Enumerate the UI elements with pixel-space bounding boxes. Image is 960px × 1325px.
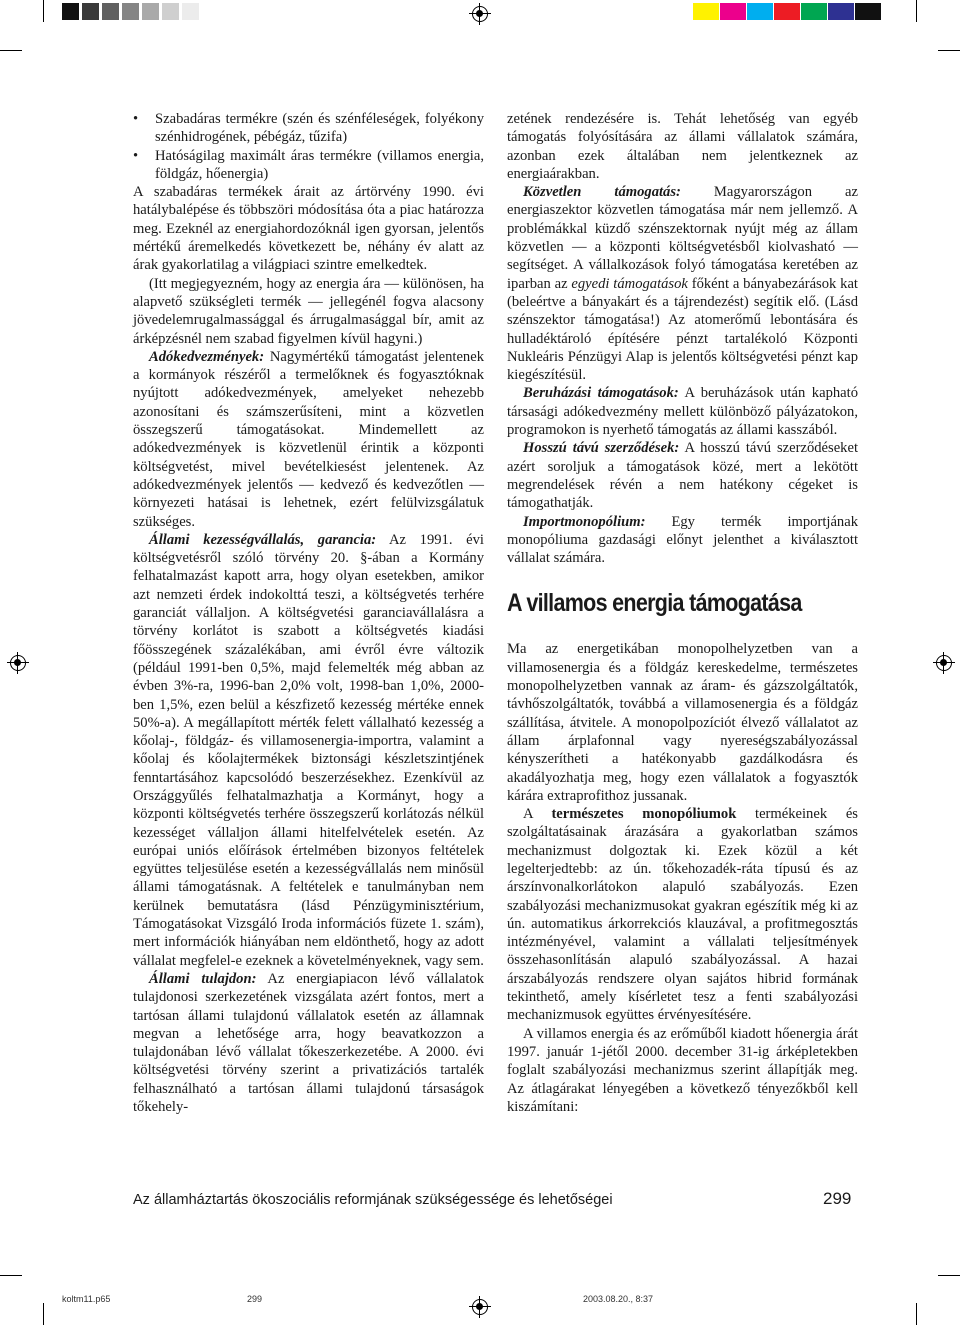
bullet-dot-icon: • [133, 111, 139, 127]
registration-crosshair-icon [469, 1296, 491, 1318]
run-in-heading: Állami kezességvállalás, garancia: [149, 531, 377, 548]
paragraph: A szabadáras termékek árait az ártörvény 1990. évi hatálybalépése és többszöri módosítása óta a piac határozza meg. Ezeknél az energiahordozóknál igen gyorsan, jelentős mértékű áremelkedés következett be, néhány év alatt az árak gyakorlatilag a világpiaci szintre emelkedtek. [133, 184, 484, 274]
registration-crosshair-icon [7, 652, 29, 674]
color-patch [828, 3, 854, 20]
registration-square [162, 3, 179, 20]
crop-mark [938, 50, 960, 51]
crop-mark [0, 50, 22, 51]
right-column [507, 110, 858, 1116]
color-patch [774, 3, 800, 20]
paragraph: A villamos energia és az erőműből kiadott hőenergia árát 1997. január 1-jétől 2000. december 31-ig árképletekben foglalt szabályozási mechanizmus szerint állapítják meg. Az átlagárakat lényegében a következő tényezőkből kell kiszámítani: [507, 1025, 858, 1115]
paragraph: Beruházási támogatások: A beruházások után kapható társasági adókedvezmény mellett különböző pályázatokon, programokon is nyerhető támogatás az állami kasszából. [507, 385, 858, 439]
bullet-item: • Szabadáras termékre (szén és szénféleségek, folyékony szénhidrogének, pébégáz, tűzifa) [133, 111, 484, 146]
bold-term: természetes monopóliumok [551, 806, 737, 823]
crop-mark [916, 1303, 917, 1325]
paragraph: A természetes monopóliumok termékeinek és szolgáltatásainak árazására a gyakorlatban számos mechanizmust dolgoztak ki. Ezek közül a két legelterjedtebb: az ún. tőkehozadék-ráta típusú és az árszínvonalkorlátokon alapuló szabályozás. Ezen szabályozási mechanizmusokat gyakran egészítik még ki az ún. automatikus árkorrekciós klauzával, a profitmegosztás intézményével, valamint a vállalati teljesítmények összehasonlításán alapuló szabályozással. A hazai árszabályozás rendszere olyan sajátos hibrid formának tekinthető, amely kísérletet tesz a fenti szabályozási mechanizmusok együttes érvényesítésére. [507, 806, 858, 1024]
paragraph: Állami kezességvállalás, garancia: Az 1991. évi költségvetésről szóló törvény 20. §-ában a Kormány felhatalmazást kapott arra, hogy olyan esetekben, amikor azt nemzeti érdek indokolttá teszi, a költségvetés terhére garanciát vállaljon. A költségvetési garanciavállalásra a törvény korlátot is szabott a költségvetés kiadási főösszegének százalékában, ami évről évre változik (például 1991-ben 0,5%, majd felemelték még abban az évben 3%-ra, 1996-ban 2,0% volt, 1998-ban 1,0%, 2000-ben 1,5%, ezen belül a készfizető kezesség mértéke ennek 50%-a). A megállapított mérték felett vállalható kezesség a kőolaj-, földgáz- és villamosenergia-importra, valamint a kőolaj és kőolajtermékek biztonsági készletszintjének fenntartásához kapcsolódó beszerzésekhez. Ezenkívül az Országgyűlés felhatalmazhatja a Kormányt, hogy a központi költségvetés terhére összegszerű korlátozás nélkül kezességet vállaljon állami hitelfelvételek esetén. Az európai uniós előírások értelmében bizonyos feltételek együttes teljesülése esetén a kezességvállalás nem minősül állami támogatásnak. A feltételek e tanulmányban nem kerülnek bemutatásra (lásd Pénzügyminisztérium, Támogatásokat Vizsgáló Iroda információs füzete 1. szám), mert információk hiányában nem eldönthető, hogy az adott vállalat megfelel-e ezeknek a követelményeknek, vagy sem. [133, 531, 484, 969]
color-patch [693, 3, 719, 20]
color-patch [720, 3, 746, 20]
paragraph: Adókedvezmények: Nagymértékű támogatást jelentenek a kormányok részéről a termelőknek és fogyasztóknak nyújtott adókedvezmények, amelyeket nehezebb azonosítani és számszerűsíteni, mint a közvetlen összegszerű támogatásokat. Mindemellett az adókedvezmények is közvetlenül érintik a központi költségvetést, mivel bevételkiesést jelentenek. Az adókedvezmények jelentős — kedvező és kedvezőtlen — környezeti hatásai is lehetnek, ezért felülvizsgálatuk szükséges. [133, 348, 484, 530]
crop-mark [0, 1275, 22, 1276]
registration-square [142, 3, 159, 20]
registration-square [62, 3, 79, 20]
crop-mark [916, 0, 917, 22]
registration-squares [62, 3, 202, 20]
paragraph: zetének rendezésére is. Tehát lehetőség van egyéb támogatás folyósítására az állami vállalatok számára, azonban ezek általában nem jelentkeznek az energiaárakban. [507, 111, 858, 182]
registration-square [182, 3, 199, 20]
paragraph: Állami tulajdon: Az energiapiacon lévő vállalatok tulajdonosi szerkezetének vizsgálata azért fontos, mert a tartósan állami tulajdonú vállalatok esetén az államnak megvan a lehetősége arra, hogy beavatkozzon a tulajdonában lévő vállalat tőkeszerkezetébe. A 2000. évi költségvetési törvény szerint a privatizációs tartalék felhasználható a tartósan állami tulajdonú társaságok tőkehely- [133, 970, 484, 1116]
crop-mark [43, 1303, 44, 1325]
color-patch [747, 3, 773, 20]
crop-mark [43, 0, 44, 22]
paragraph: Importmonopólium: Egy termék importjának monopóliuma gazdasági előnyt jelenthet a kiválasztott vállalat számára. [507, 513, 858, 567]
bullet-dot-icon: • [133, 147, 139, 164]
running-footer-title: Az államháztartás ökoszociális reformjának szükségessége és lehetőségei [133, 1192, 613, 1208]
slug-page: 299 [247, 1294, 263, 1304]
run-in-heading: Állami tulajdon: [149, 970, 257, 987]
paragraph: (Itt megjegyezném, hogy az energia ára — különösen, ha alapvető szükségleti termék — jellegénél fogva alacsony jövedelemrugalmassággal és árrugalmasággal bír, amit az árképzésnél nem szabad figyelmen kívül hagyni.) [133, 275, 484, 347]
run-in-heading: Adókedvezmények: [149, 348, 265, 365]
paragraph: Hosszú távú szerződések: A hosszú távú szerződéseket azért soroljuk a támogatások közé, mert a lekötött megrendelések révén a nem hatékony cégeket is támogathatják. [507, 440, 858, 512]
run-in-heading: Beruházási támogatások: [523, 385, 679, 402]
color-patch [855, 3, 881, 20]
run-in-heading: Importmonopólium: [523, 513, 646, 530]
slug-filename: koltm11.p65 [62, 1294, 111, 1304]
registration-square [122, 3, 139, 20]
left-column [133, 110, 484, 1116]
color-bar [693, 3, 882, 20]
slug-datetime: 2003.08.20., 8:37 [583, 1294, 654, 1304]
section-heading: A villamos energia támogatása [507, 589, 802, 618]
run-in-heading: Hosszú távú szerződések: [523, 440, 680, 457]
crop-mark [938, 1275, 960, 1276]
color-patch [801, 3, 827, 20]
page-number: 299 [823, 1189, 852, 1208]
paragraph: Közvetlen támogatás: Magyarországon az energiaszektor közvetlen támogatása már nem jellemző. A problémákkal küzdő szénszektornak nyújt még az állam közvetlen — a központi költségvetésből kiolvasható — segítséget. A vállalkozások folyó támogatása keretében az iparban az egyedi támogatások főként a bányabezárások kat (beleértve a bányakárt és a tájrendezést) segítik elő. (Lásd szénszektor támogatása!) Az atomerőmű lebontására és hulladéktároló építésére pénzt tartalékoló Központi Nukleáris Pénzügyi Alap is jelentős költségvetési pénzt kap kiegészítésül. [507, 184, 858, 384]
run-in-heading: Közvetlen támogatás: [523, 184, 681, 201]
registration-crosshair-icon [469, 3, 491, 25]
bullet-item: • Hatóságilag maximált áras termékre (villamos energia, földgáz, hőenergia) [133, 147, 484, 182]
registration-square [82, 3, 99, 20]
paragraph: Ma az energetikában monopolhelyzetben van a villamosenergia és a földgáz kereskedelme, természetes monopolhelyzetben vannak az áram- és gázszolgáltatók, távhőszolgáltatók, továbbá a villamosenergia és a földgáz szállítása, átvitele. A monopolpozíciót élvező vállalatot az állam árplafonnal vagy nyereségszabályozással kényszerítheti a hatékonyabb gazdálkodásra és akadályozhatja meg, hogy ezen vállalatok a fogyasztók kárára extraprofithoz jussanak. [507, 641, 858, 804]
registration-square [102, 3, 119, 20]
registration-crosshair-icon [933, 652, 955, 674]
